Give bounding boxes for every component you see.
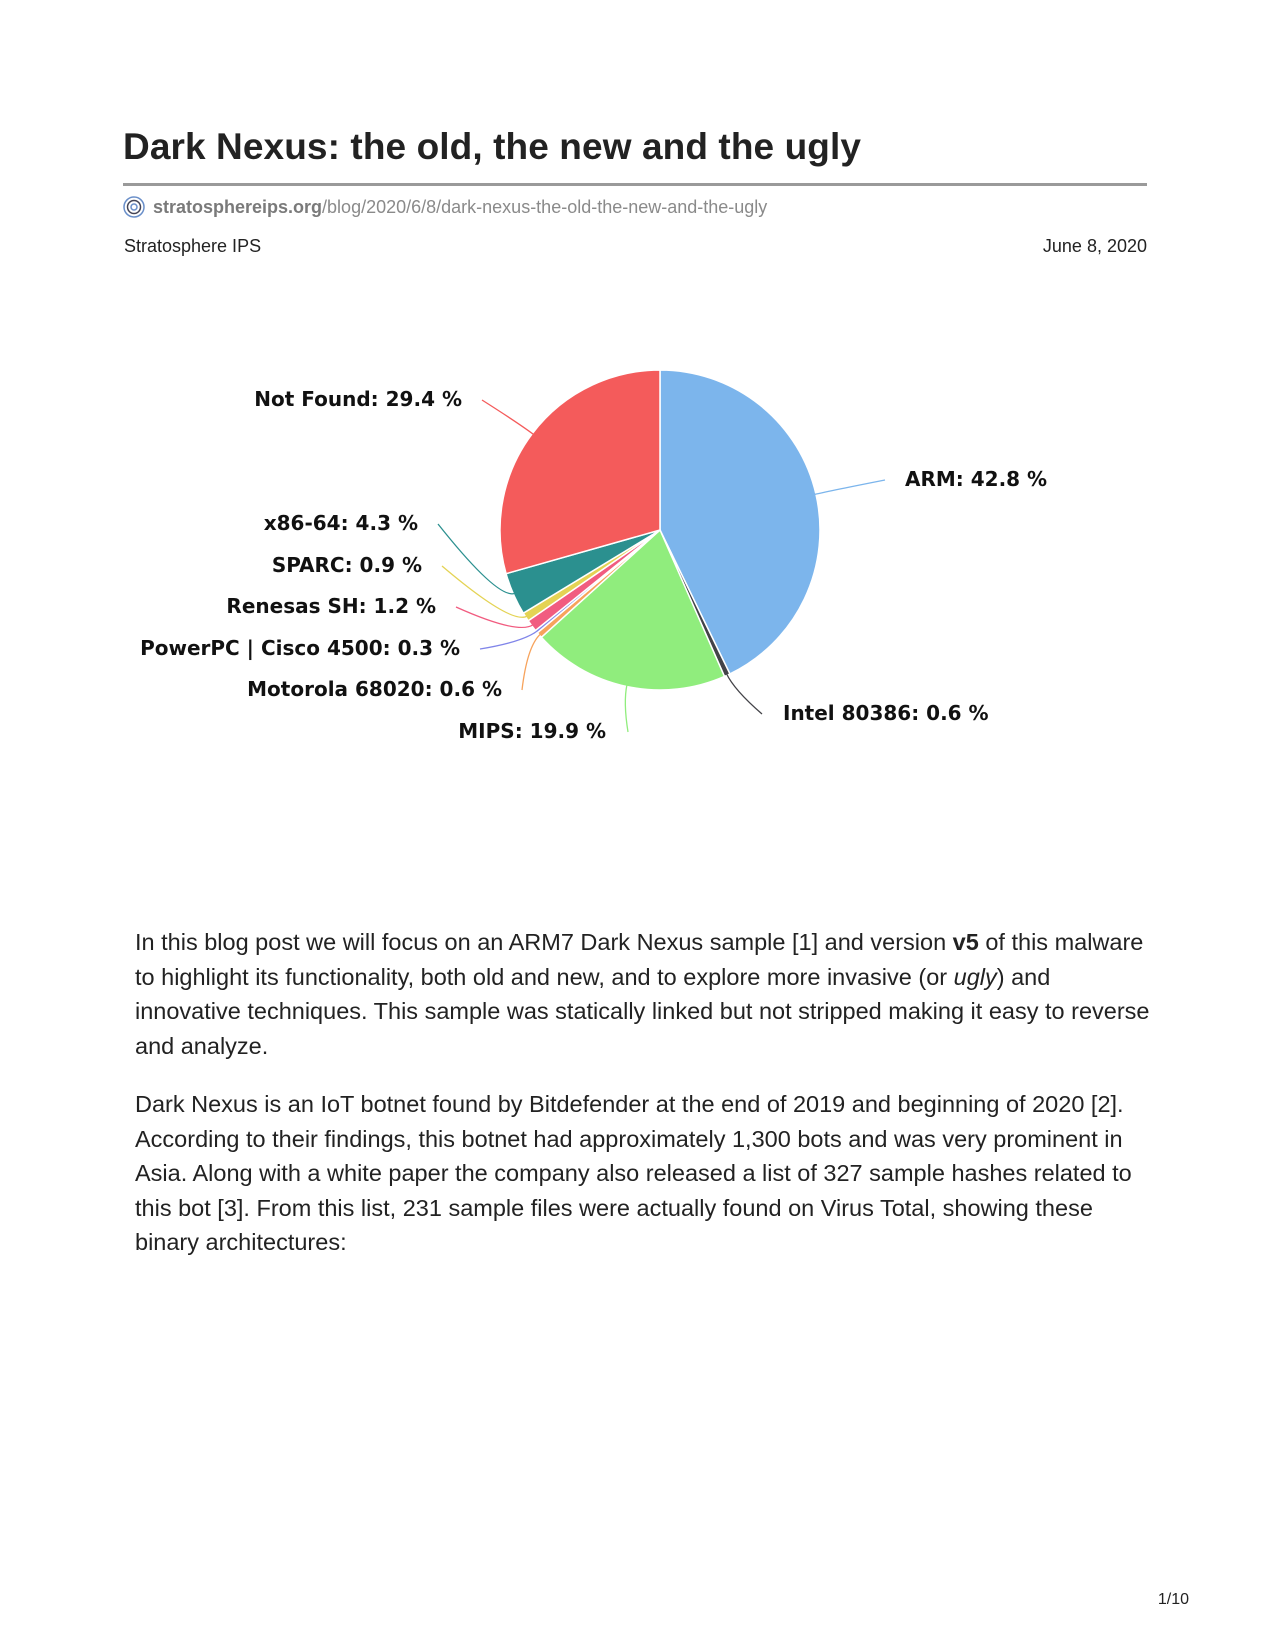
- pie-connector: [814, 480, 885, 495]
- pie-label: Motorola 68020: 0.6 %: [247, 677, 502, 701]
- ugly-emphasis: ugly: [953, 963, 997, 990]
- site-logo-icon: [123, 196, 145, 218]
- source-domain: stratosphereips.org: [153, 196, 323, 217]
- pie-connector: [625, 685, 628, 732]
- page-title: Dark Nexus: the old, the new and the ugly: [123, 126, 862, 167]
- pie-connector: [480, 630, 538, 649]
- author: Stratosphere IPS: [124, 236, 262, 256]
- title-divider: [123, 183, 1147, 186]
- pie-label: PowerPC | Cisco 4500: 0.3 %: [140, 636, 460, 660]
- paragraph-1: In this blog post we will focus on an ARM7 Dark Nexus sample [1] and version v5 of this malware to highlight its functionality, both old and new, and to explore more invasive (or ugly) and innovative techniques. This sample was statically linked but not stripped making it easy to reverse and analyze.: [135, 929, 1150, 1059]
- page-number: 1/10: [1157, 1591, 1189, 1608]
- pie-label: Intel 80386: 0.6 %: [783, 701, 989, 725]
- source-link[interactable]: [123, 196, 767, 218]
- pie-connector: [522, 634, 541, 690]
- pie-connector: [482, 400, 534, 435]
- pie-label: Not Found: 29.4 %: [254, 387, 462, 411]
- pie-label: SPARC: 0.9 %: [271, 553, 422, 577]
- article-body: [135, 925, 1155, 1284]
- pie-label: x86-64: 4.3 %: [263, 511, 418, 535]
- pie-slices: [500, 370, 820, 690]
- version-emphasis: v5: [952, 929, 979, 955]
- pie-label: Renesas SH: 1.2 %: [226, 594, 436, 618]
- source-path: /blog/2020/6/8/dark-nexus-the-old-the-new-and-the-ugly: [322, 196, 768, 217]
- pie-label: MIPS: 19.9 %: [458, 719, 606, 743]
- publish-date: June 8, 2020: [1042, 236, 1147, 256]
- pie-label: ARM: 42.8 %: [905, 467, 1048, 491]
- paragraph-2: Dark Nexus is an IoT botnet found by Bitdefender at the end of 2019 and beginning of 2020 [2]. According to their findings, this botnet had approximately 1,300 bots and was very prominent in Asia. Along with a white paper the company also released a list of 327 sample hashes related to this bot [3]. From this list, 231 sample files were actually found on Virus Total, showing these binary architectures:: [135, 1091, 1132, 1255]
- architecture-pie-chart: [0, 300, 1275, 860]
- pie-connector: [726, 673, 762, 714]
